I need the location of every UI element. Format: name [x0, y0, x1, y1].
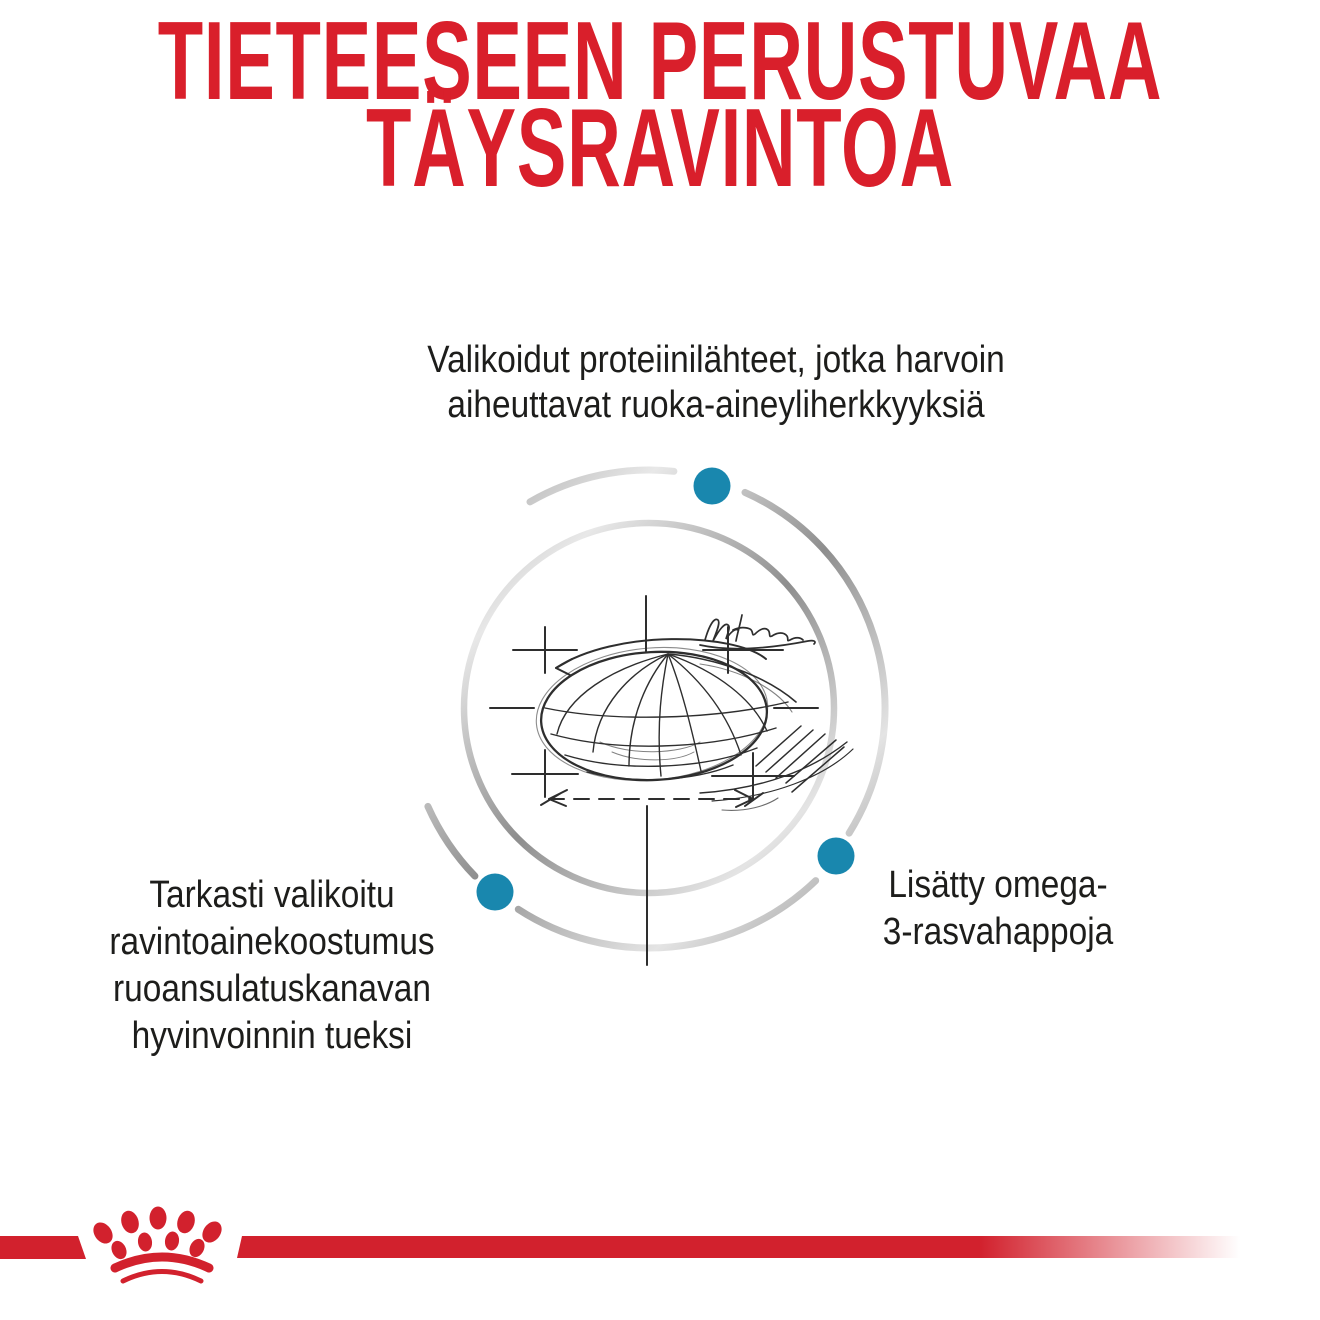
kibble-outline: [538, 646, 770, 786]
benefit-dot-omega: [818, 838, 855, 875]
guide-cross-lower-right: [712, 753, 794, 799]
brand-line-left-stub: [0, 1236, 86, 1259]
designer-signature-scribble: [700, 615, 815, 649]
title-line-1: TIETEESEEN PERUSTUVAA: [157, 0, 1163, 123]
benefit-text-nutrients: [109, 872, 434, 1060]
benefit-protein-line-2: aiheuttavat ruoka-aineyliherkkyyksiä: [447, 384, 985, 426]
benefit-nutrients-line-3: ruoansulatuskanavan: [113, 968, 431, 1010]
royal-canin-crown: [89, 1207, 225, 1282]
benefit-nutrients-line-2: ravintoainekoostumus: [109, 921, 435, 963]
brand-line-right: [237, 1236, 1240, 1258]
benefit-dot-nutrients: [477, 874, 514, 911]
benefit-omega-line-2: 3-rasvahappoja: [882, 911, 1114, 953]
benefit-dot-protein: [694, 468, 731, 505]
kibble-technical-sketch: [531, 638, 853, 810]
outer-ring-arc-top-left: [530, 470, 674, 502]
benefit-omega-line-1: Lisätty omega-: [888, 864, 1108, 906]
outer-ring-arc-bottom-left: [428, 806, 475, 876]
guide-cross-upper-left: [513, 627, 577, 673]
benefit-protein-line-1: Valikoidut proteiinilähteet, jotka harvoin: [427, 339, 1005, 381]
page-title: [157, 0, 1163, 210]
guide-cross-lower-left: [512, 750, 578, 797]
benefit-nutrients-line-1: Tarkasti valikoitu: [149, 874, 395, 916]
benefit-text-protein: [427, 338, 1005, 428]
title-line-2: TÄYSRAVINTOA: [366, 86, 954, 210]
benefit-text-omega: [883, 862, 1114, 956]
benefit-nutrients-line-4: hyvinvoinnin tueksi: [131, 1015, 413, 1057]
